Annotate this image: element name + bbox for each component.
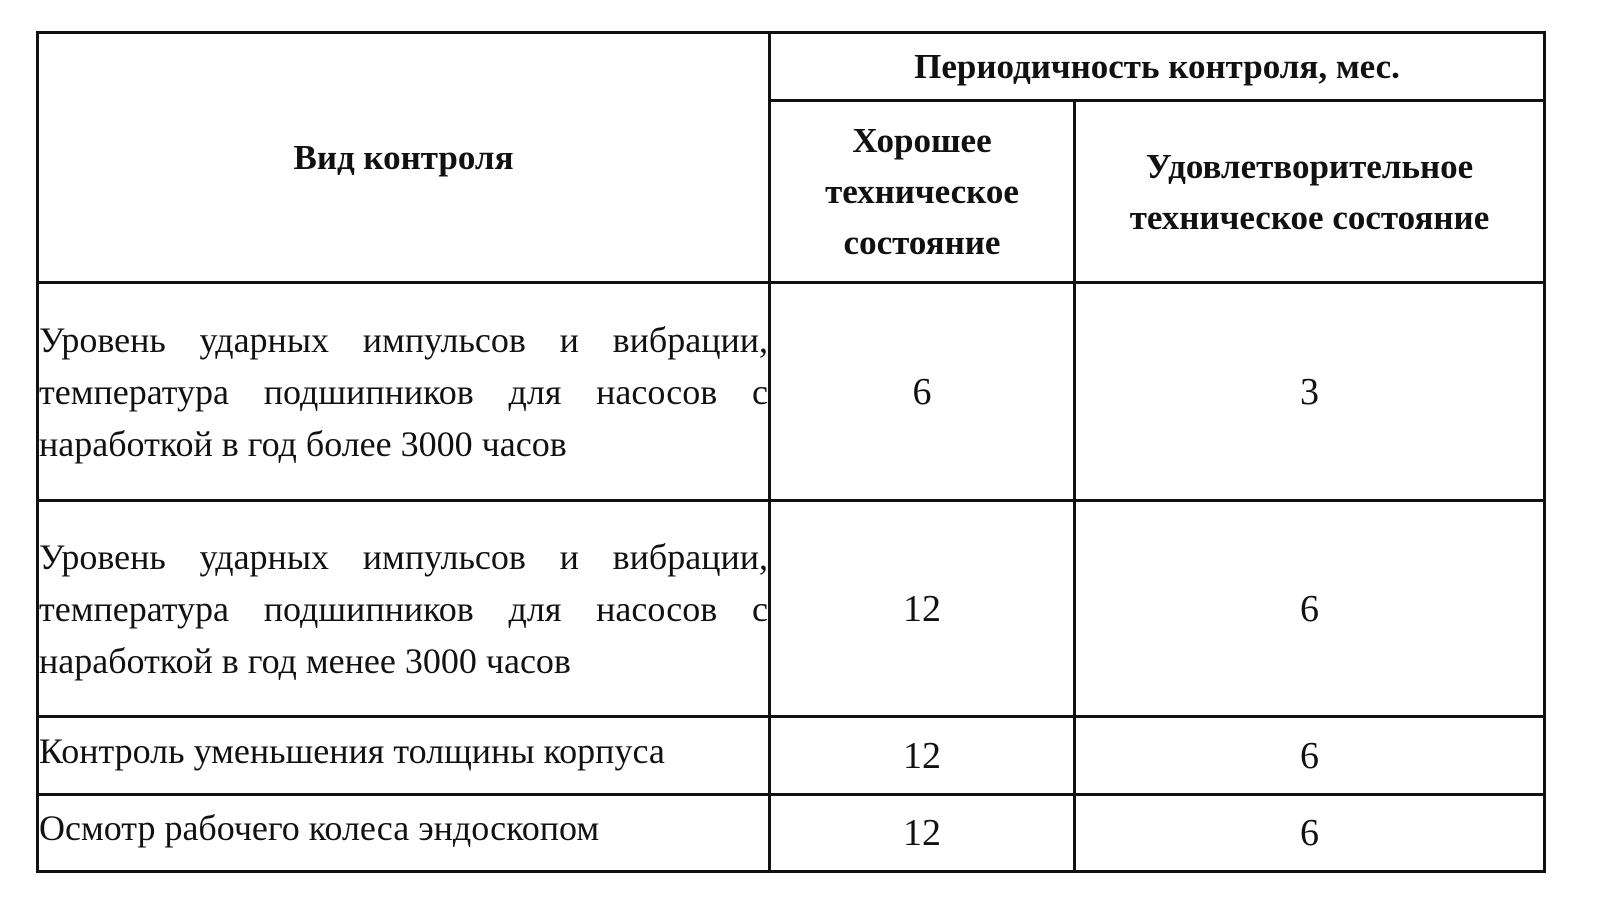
row-control-description: Осмотр рабочего колеса эндоскопом [38,795,770,872]
header-good-condition [770,101,1075,283]
row-satisfactory-value: 6 [1075,501,1545,717]
row-good-value: 6 [770,283,1075,501]
table-row [38,795,1545,872]
table-row [38,501,1545,717]
table-header-row [38,33,1545,101]
header-satisfactory-condition [1075,101,1545,283]
table-row [38,717,1545,795]
table-row [38,283,1545,501]
header-periodicity: Периодичность контроля, мес. [770,33,1545,101]
row-satisfactory-value: 6 [1075,795,1545,872]
row-satisfactory-value: 6 [1075,717,1545,795]
header-satisfactory-condition-label: Удовлетворительное техническое состояние [1129,146,1490,237]
row-good-value: 12 [770,795,1075,872]
header-good-condition-label: Хорошее техническое состояние [825,121,1019,262]
row-good-value: 12 [770,501,1075,717]
row-control-description: Уровень ударных импульсов и вибрации, температура подшипников для насосов с наработкой в год более 3000 часов [38,283,770,501]
row-control-description: Контроль уменьшения толщины корпуса [38,717,770,795]
row-control-description: Уровень ударных импульсов и вибрации, температура подшипников для насосов с наработкой в год менее 3000 часов [38,501,770,717]
row-good-value: 12 [770,717,1075,795]
row-satisfactory-value: 3 [1075,283,1545,501]
inspection-periodicity-table [36,31,1546,873]
header-control-type: Вид контроля [38,33,770,283]
